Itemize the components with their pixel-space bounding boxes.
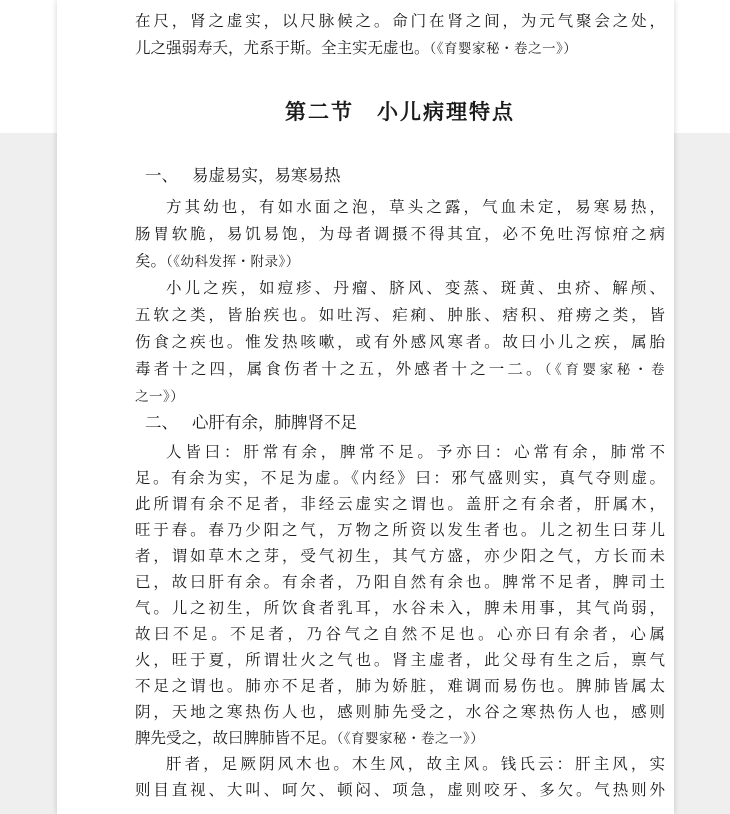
text-line: 毒者十之四，属食伤者十之五，外感者十之一二。（《育婴家秘・卷 bbox=[135, 360, 665, 378]
text-line: 者，谓如草木之芽，受气初生，其气方盛，亦少阳之气，方长而未 bbox=[135, 547, 665, 565]
subsection-number: 一、 bbox=[145, 166, 178, 185]
text-line: 人皆曰：肝常有余，脾常不足。予亦曰：心常有余，肺常不 bbox=[166, 443, 665, 461]
text-line: 不足之谓也。肺亦不足者，肺为娇脏，难调而易伤也。脾肺皆属太 bbox=[135, 677, 665, 695]
text-line: 儿之强弱寿夭，尤系于斯。全主实无虚也。（《育婴家秘・卷之一》） bbox=[135, 39, 578, 57]
text-line: 肠胃软脆，易饥易饱，为母者调摄不得其宜，必不免吐泻惊疳之病 bbox=[135, 225, 665, 243]
text-line: 脾先受之，故曰脾肺皆不足。（《育婴家秘・卷之一》） bbox=[135, 729, 485, 747]
text-line: 矣。（《幼科发挥・附录》） bbox=[135, 252, 300, 270]
source-citation: （《育婴家秘・卷之一》） bbox=[429, 41, 578, 57]
text-line: 则目直视、大叫、呵欠、顿闷、项急，虚则咬牙、多欠。气热则外 bbox=[135, 781, 665, 799]
text-line: 伤食之疾也。惟发热咳嗽，或有外感风寒者。故曰小儿之疾，属胎 bbox=[135, 333, 665, 351]
subsection-heading bbox=[145, 162, 341, 190]
text-line: 阴，天地之寒热伤人也，感则肺先受之，水谷之寒热伤人也，感则 bbox=[135, 703, 665, 721]
subsection-number: 二、 bbox=[145, 413, 178, 432]
text-line: 火，旺于夏，所谓壮火之气也。肾主虚者，此父母有生之后，禀气 bbox=[135, 651, 665, 669]
text-line: 旺于春。春乃少阳之气，万物之所资以发生者也。儿之初生曰芽儿 bbox=[135, 521, 665, 539]
text-line: 已，故曰肝有余。有余者，乃阳自然有余也。脾常不足者，脾司土 bbox=[135, 573, 665, 591]
text-line: 故曰不足。不足者，乃谷气之自然不足也。心亦曰有余者，心属 bbox=[135, 625, 665, 643]
subsection-title: 心肝有余，肺脾肾不足 bbox=[192, 413, 357, 432]
text-line: 足。有余为实，不足为虚。《内经》曰：邪气盛则实，真气夺则虚。 bbox=[135, 469, 665, 487]
document-page bbox=[57, 0, 674, 814]
text-line: 在尺，肾之虚实，以尺脉候之。命门在肾之间，为元气聚会之处， bbox=[135, 12, 665, 30]
text-line: 五软之类，皆胎疾也。如吐泻、疟痢、肿胀、痞积、疳痨之类，皆 bbox=[135, 306, 665, 324]
text-line: 气。儿之初生，所饮食者乳耳，水谷未入，脾未用事，其气尚弱， bbox=[135, 599, 665, 617]
source-citation: （《育婴家秘・卷 bbox=[544, 362, 665, 378]
subsection-heading bbox=[145, 409, 357, 437]
subsection-title: 易虚易实，易寒易热 bbox=[192, 166, 341, 185]
section-title: 第二节 小儿病理特点 bbox=[285, 99, 515, 124]
text-line: 小儿之疾，如痘疹、丹瘤、脐风、变蒸、斑黄、虫疥、解颅、 bbox=[166, 279, 665, 297]
source-citation: （《育婴家秘・卷之一》） bbox=[336, 731, 485, 747]
text-line: 此所谓有余不足者，非经云虚实之谓也。盖肝之有余者，肝属木， bbox=[135, 495, 665, 513]
text-line: 之一》） bbox=[135, 389, 185, 405]
text-line: 方其幼也，有如水面之泡，草头之露，气血未定，易寒易热， bbox=[166, 198, 665, 216]
text-line: 肝者，足厥阴风木也。木生风，故主风。钱氏云：肝主风，实 bbox=[166, 755, 665, 773]
source-citation: （《幼科发挥・附录》） bbox=[166, 254, 300, 270]
